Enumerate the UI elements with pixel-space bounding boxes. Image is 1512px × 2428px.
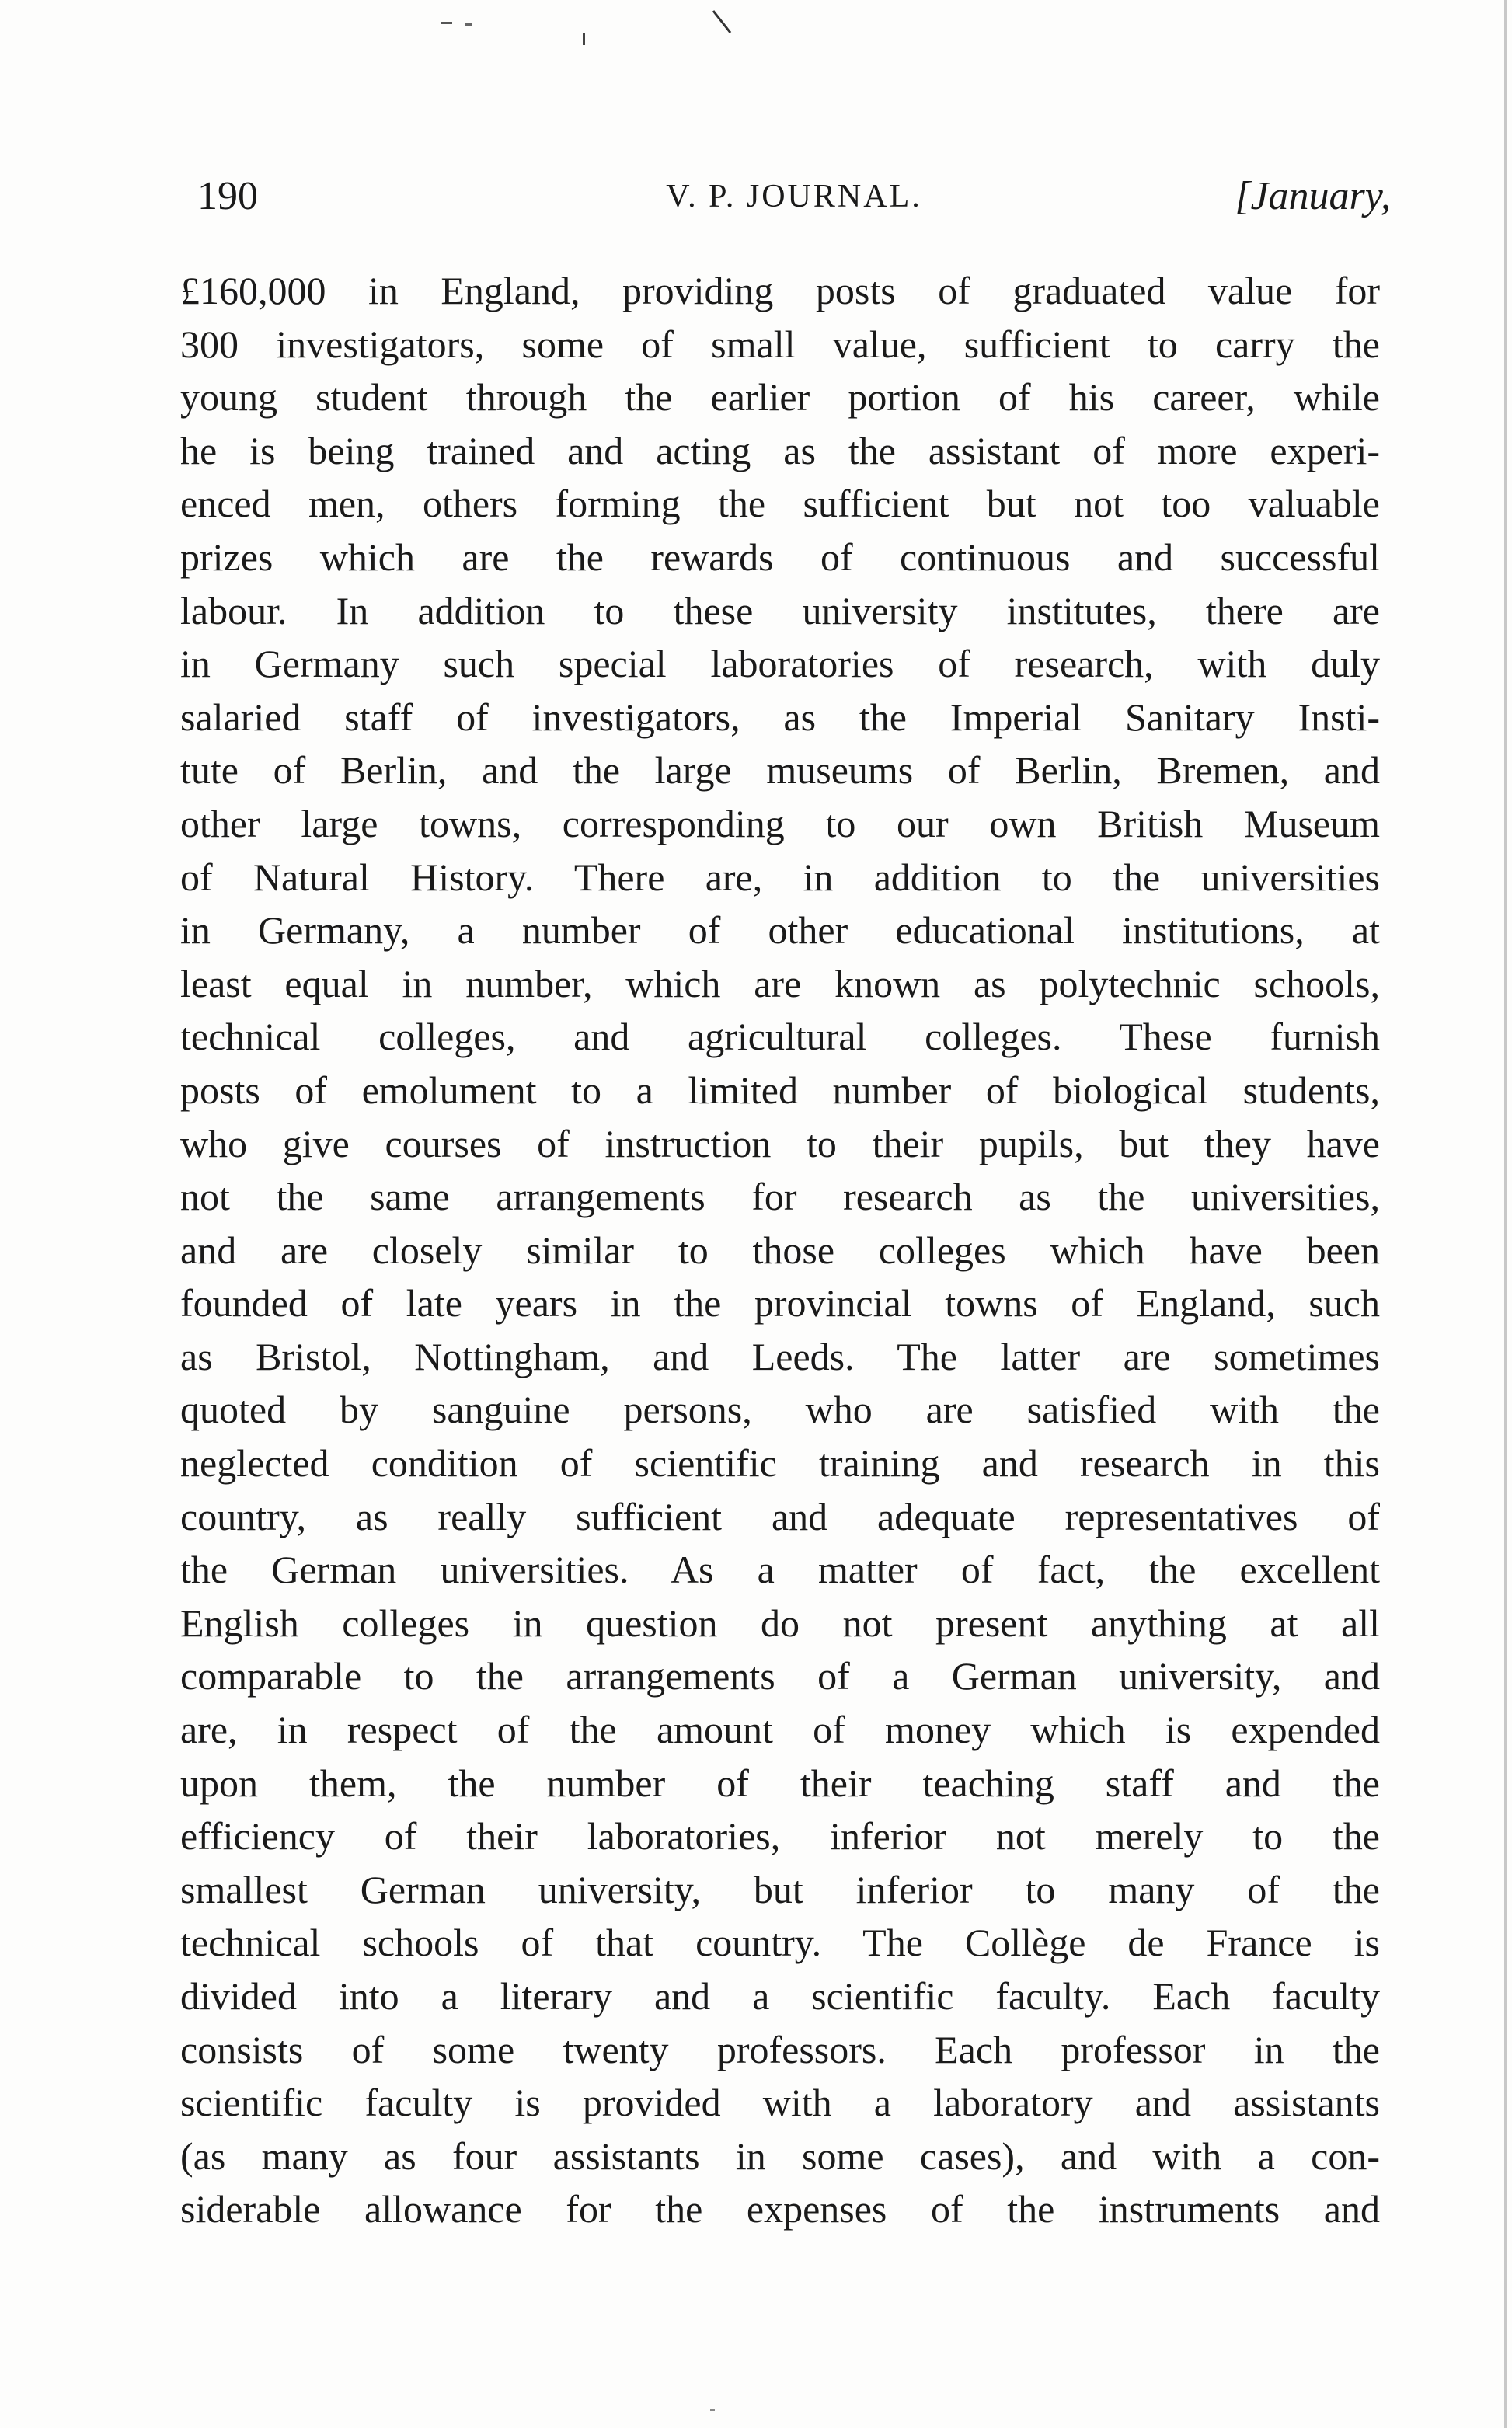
text-line: the German universities. As a matter of fact, the excellent — [180, 1548, 1380, 1592]
text-line: comparable to the arrangements of a German university, and — [180, 1654, 1380, 1698]
text-line: consists of some twenty professors. Each professor in the — [180, 2027, 1380, 2071]
speck-top-right — [713, 11, 730, 33]
text-line: technical schools of that country. The Collège de France is — [180, 1921, 1380, 1965]
text-line: and are closely similar to those colleges which have been — [180, 1228, 1380, 1272]
text-line: not the same arrangements for research as the universities, — [180, 1175, 1380, 1219]
text-line: quoted by sanguine persons, who are satisfied with the — [180, 1388, 1380, 1432]
text-line: country, as really sufficient and adequate representatives of — [180, 1494, 1380, 1538]
text-line: founded of late years in the provincial towns of England, such — [180, 1281, 1380, 1325]
page-number: 190 — [197, 174, 258, 218]
text-line: other large towns, corresponding to our own British Museum — [180, 801, 1380, 845]
text-line: enced men, others forming the sufficient but not too valuable — [180, 482, 1380, 526]
text-line: neglected condition of scientific training and research in this — [180, 1441, 1380, 1486]
text-line: in Germany, a number of other educational institutions, at — [180, 908, 1380, 953]
text-line: £160,000 in England, providing posts of graduated value for — [180, 269, 1380, 312]
text-line: least equal in number, which are known as polytechnic schools, — [180, 961, 1380, 1005]
text-line: smallest German university, but inferior to many of the — [180, 1867, 1380, 1911]
text-line: posts of emolument to a limited number of biological students, — [180, 1068, 1380, 1112]
text-line: in Germany such special laboratories of research, with duly — [180, 642, 1380, 686]
text-line: prizes which are the rewards of continuous and successful — [180, 535, 1380, 579]
text-line: are, in respect of the amount of money which is expended — [180, 1708, 1380, 1752]
text-line: upon them, the number of their teaching staff and the — [180, 1761, 1380, 1805]
text-line: divided into a literary and a scientific faculty. Each faculty — [180, 1974, 1380, 2018]
text-line: tute of Berlin, and the large museums of Berlin, Bremen, and — [180, 748, 1380, 792]
text-line: who give courses of instruction to their pupils, but they have — [180, 1121, 1380, 1165]
text-line: English colleges in question do not present anything at all — [180, 1601, 1380, 1645]
text-line: young student through the earlier portion of his career, while — [180, 375, 1380, 420]
speck-top-left-2 — [465, 23, 472, 26]
text-line: 300 investigators, some of small value, sufficient to carry the — [180, 322, 1380, 366]
text-line: siderable allowance for the expenses of the instruments and — [180, 2187, 1380, 2231]
running-title: V. P. JOURNAL. — [666, 179, 922, 214]
speck-bottom — [710, 2409, 715, 2411]
page-edge-shadow — [1504, 0, 1507, 2428]
text-line: scientific faculty is provided with a laboratory and assistants — [180, 2081, 1380, 2125]
text-line: labour. In addition to these university institutes, there are — [180, 588, 1380, 632]
text-line: as Bristol, Nottingham, and Leeds. The latter are sometimes — [180, 1334, 1380, 1378]
speck-top-left — [441, 22, 452, 24]
text-line: (as many as four assistants in some cases), and with a con- — [180, 2134, 1380, 2178]
body-text — [180, 264, 1380, 2236]
text-line: efficiency of their laboratories, inferior not merely to the — [180, 1814, 1380, 1858]
text-line: he is being trained and acting as the assistant of more experi- — [180, 428, 1380, 472]
running-date: [January, — [1235, 174, 1391, 218]
running-header — [197, 169, 1391, 224]
speck-top-center — [583, 33, 585, 45]
text-line: of Natural History. There are, in addition to the universities — [180, 855, 1380, 899]
text-line: salaried staff of investigators, as the Imperial Sanitary Insti- — [180, 695, 1380, 739]
text-line: technical colleges, and agricultural colleges. These furnish — [180, 1015, 1380, 1059]
